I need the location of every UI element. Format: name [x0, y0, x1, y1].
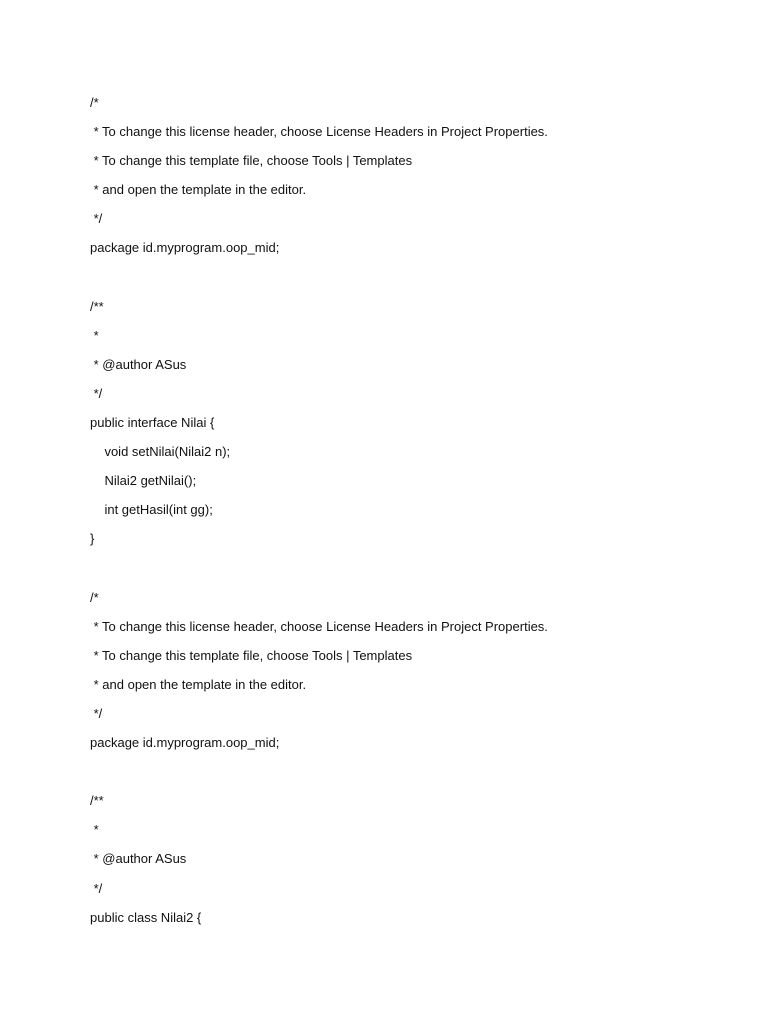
code-line: * and open the template in the editor.: [90, 182, 307, 198]
code-line: package id.myprogram.oop_mid;: [90, 735, 280, 751]
code-line: int getHasil(int gg);: [90, 502, 213, 518]
code-line: * To change this license header, choose License Headers in Project Properties.: [90, 124, 548, 140]
code-line: */: [90, 211, 103, 227]
code-line: /**: [90, 298, 104, 314]
code-line: /*: [90, 589, 99, 605]
code-line: */: [90, 705, 103, 721]
blank-line: [90, 757, 730, 786]
code-line: */: [90, 880, 103, 896]
code-line: }: [90, 531, 95, 547]
code-line: /**: [90, 793, 104, 809]
code-line: void setNilai(Nilai2 n);: [90, 444, 231, 460]
code-line: * and open the template in the editor.: [90, 676, 307, 692]
code-line: Nilai2 getNilai();: [90, 473, 197, 489]
code-line: * To change this template file, choose Tools | Templates: [90, 647, 413, 663]
code-line: package id.myprogram.oop_mid;: [90, 240, 280, 256]
code-line: * @author ASus: [90, 356, 187, 372]
code-line: */: [90, 385, 103, 401]
code-text-block: [90, 88, 730, 932]
code-line: *: [90, 822, 99, 838]
code-line: *: [90, 327, 99, 343]
code-line: public interface Nilai {: [90, 415, 215, 431]
blank-line: [90, 554, 730, 583]
blank-line: [90, 263, 730, 292]
code-line: * @author ASus: [90, 851, 187, 867]
code-line: public class Nilai2 {: [90, 909, 202, 925]
code-line: * To change this template file, choose Tools | Templates: [90, 153, 413, 169]
code-line: * To change this license header, choose License Headers in Project Properties.: [90, 618, 548, 634]
code-line: /*: [90, 95, 99, 110]
